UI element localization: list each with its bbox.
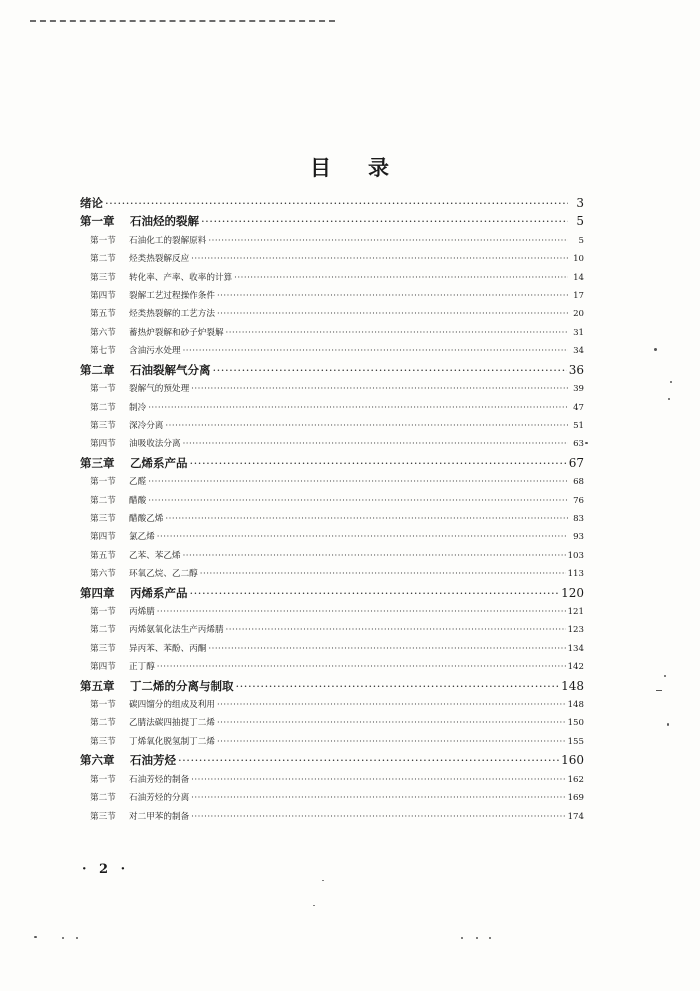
toc-entry-title: 烃类热裂解反应 <box>129 254 190 265</box>
dot-leader <box>208 640 565 658</box>
toc-entry-title: 丙烯系产品 <box>130 585 188 600</box>
toc-entry-number: 第一节 <box>90 700 116 711</box>
toc-entry-title: 石油芳烃 <box>130 753 176 768</box>
toc-section-entry <box>80 380 584 398</box>
toc-entry-number: 第一节 <box>90 477 116 488</box>
toc-entry-title: 制冷 <box>129 402 147 413</box>
dot-leader <box>217 287 568 305</box>
toc-section-entry <box>80 250 584 268</box>
toc-section-entry <box>80 808 584 826</box>
table-of-contents <box>80 194 584 826</box>
toc-section-entry <box>80 565 584 583</box>
toc-entry-number: 第三节 <box>90 736 116 747</box>
dot-leader <box>226 621 566 639</box>
dot-leader <box>200 565 566 583</box>
toc-chapter-entry <box>80 677 584 697</box>
toc-entry-title: 碳四馏分的组成及利用 <box>129 700 215 711</box>
scan-speck <box>664 675 666 677</box>
toc-section-entry <box>80 789 584 807</box>
toc-entry-title: 石油化工的裂解原料 <box>129 235 207 246</box>
toc-chapter-entry <box>80 454 584 474</box>
scan-speck <box>654 348 657 351</box>
toc-entry-number: 第一节 <box>90 774 116 785</box>
scan-speck <box>489 937 491 939</box>
toc-entry-page: 3 <box>576 196 584 210</box>
toc-entry-number: 第二节 <box>90 495 116 506</box>
toc-entry-title: 转化率、产率、收率的计算 <box>129 272 233 283</box>
page-title-char-1: 目 <box>310 156 332 180</box>
toc-chapter-entry <box>80 212 584 232</box>
dot-leader <box>201 212 568 232</box>
toc-entry-page: 34 <box>573 346 584 357</box>
toc-entry-page: 123 <box>567 625 584 636</box>
dot-leader <box>213 361 567 381</box>
toc-entry-title: 裂解气的预处理 <box>129 384 190 395</box>
toc-chapter-entry <box>80 361 584 381</box>
scan-speck <box>62 937 64 939</box>
toc-entry-page: 148 <box>561 678 584 693</box>
dot-leader <box>157 658 566 676</box>
toc-section-entry <box>80 547 584 565</box>
toc-entry-title: 裂解工艺过程操作条件 <box>129 291 215 302</box>
page-title-char-2: 录 <box>368 156 390 180</box>
toc-entry-number: 第六章 <box>80 753 115 768</box>
scan-speck <box>656 690 662 691</box>
toc-entry-number: 第一节 <box>90 235 116 246</box>
scan-speck <box>667 723 669 726</box>
toc-section-entry <box>80 714 584 732</box>
toc-entry-title: 正丁醇 <box>129 662 155 673</box>
toc-entry-page: 76 <box>573 495 584 506</box>
toc-section-entry <box>80 473 584 491</box>
toc-entry-title: 氯乙烯 <box>129 532 155 543</box>
toc-entry-number: 第二节 <box>90 793 116 804</box>
toc-entry-page: 142 <box>567 662 584 673</box>
toc-entry-page: 36 <box>568 362 584 377</box>
toc-entry-title: 丁烯氧化脱氢制丁二烯 <box>129 736 215 747</box>
toc-entry-number: 第三章 <box>80 455 115 470</box>
toc-entry-title: 烃类热裂解的工艺方法 <box>129 309 215 320</box>
toc-entry-title: 丙烯腈 <box>129 607 155 618</box>
scan-speck <box>670 381 672 383</box>
toc-entry-number: 第五节 <box>90 309 116 320</box>
toc-entry-page: 83 <box>573 513 584 524</box>
toc-entry-title: 蓄热炉裂解和砂子炉裂解 <box>129 327 224 338</box>
toc-entry-number: 第三节 <box>90 272 116 283</box>
toc-entry-number: 第四节 <box>90 532 116 543</box>
toc-entry-number: 第六节 <box>90 327 116 338</box>
toc-entry-page: 17 <box>573 291 584 302</box>
scan-speck <box>461 937 463 939</box>
toc-entry-number: 第四章 <box>80 585 115 600</box>
toc-section-entry <box>80 733 584 751</box>
dot-leader <box>191 789 565 807</box>
toc-entry-title: 油吸收法分离 <box>129 439 181 450</box>
toc-entry-number: 第三节 <box>90 420 116 431</box>
dot-leader <box>217 714 566 732</box>
toc-entry-number: 第七节 <box>90 346 116 357</box>
toc-intro-entry <box>80 194 584 212</box>
toc-entry-title: 乙醛 <box>129 477 147 488</box>
toc-section-entry <box>80 435 584 453</box>
toc-entry-page: 47 <box>573 402 584 413</box>
toc-entry-title: 乙腈法碳四抽提丁二烯 <box>129 718 215 729</box>
scan-speck <box>322 880 324 881</box>
toc-section-entry <box>80 399 584 417</box>
top-dashed-rule <box>30 20 335 22</box>
toc-entry-page: 134 <box>567 643 584 654</box>
toc-section-entry <box>80 658 584 676</box>
toc-entry-title: 石油芳烃的分离 <box>129 793 190 804</box>
dot-leader <box>190 584 560 604</box>
toc-section-entry <box>80 640 584 658</box>
toc-entry-number: 第四节 <box>90 439 116 450</box>
toc-entry-number: 第五章 <box>80 678 115 693</box>
toc-section-entry <box>80 232 584 250</box>
page-number: · 2 · <box>82 862 130 877</box>
toc-section-entry <box>80 528 584 546</box>
toc-entry-page: 5 <box>578 235 584 246</box>
toc-entry-title: 石油烃的裂解 <box>130 214 199 229</box>
toc-entry-page: 31 <box>573 327 584 338</box>
toc-section-entry <box>80 287 584 305</box>
dot-leader <box>157 603 566 621</box>
toc-section-entry <box>80 771 584 789</box>
dot-leader <box>148 492 568 510</box>
toc-entry-number: 第二章 <box>80 362 115 377</box>
toc-entry-page: 162 <box>567 774 584 785</box>
dot-leader <box>148 399 568 417</box>
dot-leader <box>191 380 568 398</box>
toc-section-entry <box>80 324 584 342</box>
toc-section-entry <box>80 305 584 323</box>
toc-entry-title: 异丙苯、苯酚、丙酮 <box>129 643 207 654</box>
toc-entry-page: 150 <box>567 718 584 729</box>
dot-leader <box>208 232 568 250</box>
dot-leader <box>190 454 567 474</box>
toc-entry-title: 含油污水处理 <box>129 346 181 357</box>
dot-leader <box>165 510 568 528</box>
dot-leader <box>191 250 568 268</box>
toc-section-entry <box>80 417 584 435</box>
toc-entry-title: 石油裂解气分离 <box>130 362 211 377</box>
toc-entry-page: 51 <box>573 420 584 431</box>
toc-section-entry <box>80 696 584 714</box>
toc-entry-title: 丁二烯的分离与制取 <box>130 678 234 693</box>
dot-leader <box>157 528 568 546</box>
toc-section-entry <box>80 510 584 528</box>
dot-leader <box>183 435 568 453</box>
dot-leader <box>226 324 568 342</box>
dot-leader <box>183 342 568 360</box>
dot-leader <box>217 696 566 714</box>
toc-entry-number: 第二节 <box>90 254 116 265</box>
toc-section-entry <box>80 603 584 621</box>
dot-leader <box>217 305 568 323</box>
dot-leader <box>105 194 568 212</box>
toc-entry-title: 丙烯氨氧化法生产丙烯腈 <box>129 625 224 636</box>
toc-entry-page: 113 <box>567 569 584 580</box>
toc-entry-title: 对二甲苯的制备 <box>129 811 190 822</box>
dot-leader <box>234 269 568 287</box>
toc-entry-number: 第三节 <box>90 643 116 654</box>
toc-entry-page: 160 <box>561 753 584 768</box>
toc-section-entry <box>80 269 584 287</box>
dot-leader <box>178 751 559 771</box>
toc-entry-number: 第四节 <box>90 662 116 673</box>
scan-speck <box>476 937 478 939</box>
toc-entry-page: 174 <box>567 811 584 822</box>
toc-chapter-entry <box>80 584 584 604</box>
toc-entry-page: 67 <box>568 455 584 470</box>
dot-leader <box>236 677 560 697</box>
toc-entry-number: 第六节 <box>90 569 116 580</box>
scan-speck <box>76 937 78 939</box>
toc-entry-number: 第五节 <box>90 550 116 561</box>
toc-entry-number: 第三节 <box>90 513 116 524</box>
dot-leader <box>165 417 568 435</box>
toc-entry-page: 14 <box>573 272 584 283</box>
scan-speck <box>313 905 315 906</box>
toc-entry-number: 第一节 <box>90 384 116 395</box>
toc-entry-title: 环氧乙烷、乙二醇 <box>129 569 198 580</box>
toc-entry-number: 第二节 <box>90 402 116 413</box>
toc-entry-page: 39 <box>573 384 584 395</box>
toc-entry-title: 乙烯系产品 <box>130 455 188 470</box>
dot-leader <box>183 547 566 565</box>
toc-entry-page: 93 <box>573 532 584 543</box>
dot-leader <box>148 473 568 491</box>
toc-entry-number: 第四节 <box>90 291 116 302</box>
toc-entry-page: 20 <box>573 309 584 320</box>
toc-entry-number: 第二节 <box>90 625 116 636</box>
toc-entry-title: 绪论 <box>80 196 103 210</box>
toc-entry-title: 深冷分离 <box>129 420 164 431</box>
toc-entry-page: 63 <box>573 439 584 450</box>
toc-entry-title: 乙苯、苯乙烯 <box>129 550 181 561</box>
toc-entry-page: 103 <box>567 550 584 561</box>
toc-entry-page: 148 <box>567 700 584 711</box>
dot-leader <box>217 733 566 751</box>
toc-entry-title: 醋酸 <box>129 495 147 506</box>
dot-leader <box>191 808 565 826</box>
toc-entry-page: 68 <box>573 477 584 488</box>
toc-entry-title: 醋酸乙烯 <box>129 513 164 524</box>
toc-entry-number: 第一节 <box>90 607 116 618</box>
toc-chapter-entry <box>80 751 584 771</box>
toc-entry-number: 第三节 <box>90 811 116 822</box>
toc-entry-page: 120 <box>561 585 584 600</box>
toc-entry-page: 121 <box>567 607 584 618</box>
toc-entry-number: 第二节 <box>90 718 116 729</box>
toc-section-entry <box>80 621 584 639</box>
page-title <box>0 152 700 182</box>
toc-entry-title: 石油芳烃的制备 <box>129 774 190 785</box>
toc-section-entry <box>80 342 584 360</box>
toc-entry-page: 169 <box>567 793 584 804</box>
toc-entry-page: 10 <box>573 254 584 265</box>
toc-entry-page: 155 <box>567 736 584 747</box>
scan-speck <box>585 442 588 444</box>
toc-entry-number: 第一章 <box>80 214 115 229</box>
toc-section-entry <box>80 492 584 510</box>
scan-speck <box>34 936 37 938</box>
dot-leader <box>191 771 565 789</box>
scan-speck <box>668 398 670 400</box>
toc-entry-page: 5 <box>576 214 584 229</box>
